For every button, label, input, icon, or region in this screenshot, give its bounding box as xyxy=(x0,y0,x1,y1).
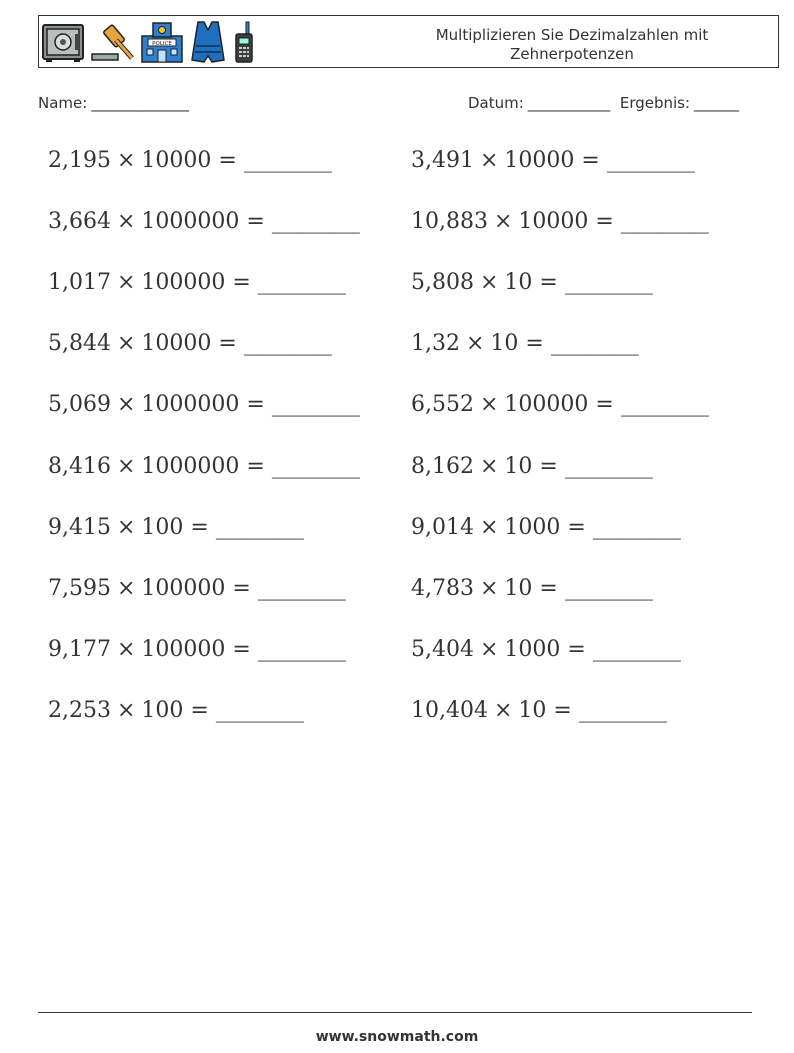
name-blank[interactable]: _____________ xyxy=(91,94,189,112)
answer-blank[interactable]: ________ xyxy=(257,576,346,601)
problem-item xyxy=(411,392,709,418)
problem-operand-b: 100000 = xyxy=(504,392,614,417)
times-symbol: × xyxy=(116,331,136,356)
times-symbol: × xyxy=(479,270,499,295)
worksheet-header xyxy=(38,15,779,68)
problem-item xyxy=(411,454,653,480)
problem-item xyxy=(411,270,653,296)
police-station-icon xyxy=(140,20,184,64)
answer-blank[interactable]: ________ xyxy=(243,331,332,356)
times-symbol: × xyxy=(116,515,136,540)
problem-operand-b: 100000 = xyxy=(141,576,251,601)
answer-blank[interactable]: ________ xyxy=(578,698,667,723)
problem-item xyxy=(411,576,653,602)
radio-icon xyxy=(232,20,256,64)
problem-operand-b: 1000000 = xyxy=(141,454,265,479)
times-symbol: × xyxy=(479,515,499,540)
problem-operand-b: 10000 = xyxy=(141,331,237,356)
problem-item xyxy=(48,331,332,357)
problem-operand-a: 8,162 xyxy=(411,454,474,479)
problem-operand-a: 9,415 xyxy=(48,515,111,540)
times-symbol: × xyxy=(116,392,136,417)
problem-operand-a: 10,404 xyxy=(411,698,488,723)
answer-blank[interactable]: ________ xyxy=(592,515,681,540)
problem-operand-b: 100000 = xyxy=(141,637,251,662)
answer-blank[interactable]: ________ xyxy=(257,637,346,662)
problem-operand-a: 2,195 xyxy=(48,148,111,173)
problem-operand-a: 10,883 xyxy=(411,209,488,234)
times-symbol: × xyxy=(116,148,136,173)
problem-item xyxy=(411,331,639,357)
date-score-fields xyxy=(468,94,739,112)
answer-blank[interactable]: ________ xyxy=(550,331,639,356)
times-symbol: × xyxy=(479,392,499,417)
times-symbol: × xyxy=(116,576,136,601)
problem-operand-a: 1,017 xyxy=(48,270,111,295)
problem-item xyxy=(411,148,695,174)
answer-blank[interactable]: ________ xyxy=(564,576,653,601)
times-symbol: × xyxy=(116,637,136,662)
problem-operand-a: 8,416 xyxy=(48,454,111,479)
answer-blank[interactable]: ________ xyxy=(564,270,653,295)
problem-item xyxy=(48,209,360,235)
times-symbol: × xyxy=(493,698,513,723)
problem-item xyxy=(48,148,332,174)
problem-operand-b: 100 = xyxy=(141,515,209,540)
times-symbol: × xyxy=(465,331,485,356)
date-blank[interactable]: ___________ xyxy=(527,94,611,112)
problem-operand-b: 10 = xyxy=(504,454,558,479)
times-symbol: × xyxy=(116,270,136,295)
answer-blank[interactable]: ________ xyxy=(564,454,653,479)
answer-blank[interactable]: ________ xyxy=(592,637,681,662)
problem-operand-a: 9,177 xyxy=(48,637,111,662)
vest-icon xyxy=(190,20,226,64)
problem-operand-b: 1000000 = xyxy=(141,392,265,417)
problem-operand-a: 5,808 xyxy=(411,270,474,295)
worksheet-title: Multiplizieren Sie Dezimalzahlen mit Zehnerpotenzen xyxy=(435,26,709,63)
problem-operand-a: 5,069 xyxy=(48,392,111,417)
times-symbol: × xyxy=(479,148,499,173)
problem-operand-a: 9,014 xyxy=(411,515,474,540)
problem-operand-a: 4,783 xyxy=(411,576,474,601)
times-symbol: × xyxy=(479,576,499,601)
problem-item xyxy=(48,270,346,296)
problem-operand-a: 5,404 xyxy=(411,637,474,662)
times-symbol: × xyxy=(116,698,136,723)
problem-item xyxy=(48,392,360,418)
answer-blank[interactable]: ________ xyxy=(271,392,360,417)
footer-url[interactable]: www.snowmath.com xyxy=(315,1029,479,1045)
footer-divider xyxy=(38,1012,752,1013)
problem-operand-b: 10 = xyxy=(490,331,544,356)
problem-operand-b: 100000 = xyxy=(141,270,251,295)
problem-operand-b: 10 = xyxy=(504,576,558,601)
problem-operand-b: 10000 = xyxy=(504,148,600,173)
header-icons xyxy=(42,19,256,65)
problem-operand-a: 6,552 xyxy=(411,392,474,417)
answer-blank[interactable]: ________ xyxy=(243,148,332,173)
answer-blank[interactable]: ________ xyxy=(620,209,709,234)
problem-operand-a: 2,253 xyxy=(48,698,111,723)
problem-item xyxy=(411,209,709,235)
problem-item xyxy=(411,515,681,541)
answer-blank[interactable]: ________ xyxy=(271,209,360,234)
answer-blank[interactable]: ________ xyxy=(606,148,695,173)
times-symbol: × xyxy=(479,637,499,662)
times-symbol: × xyxy=(116,209,136,234)
problem-operand-a: 1,32 xyxy=(411,331,460,356)
problem-operand-b: 100 = xyxy=(141,698,209,723)
score-blank[interactable]: ______ xyxy=(694,94,740,112)
answer-blank[interactable]: ________ xyxy=(257,270,346,295)
gavel-icon xyxy=(90,20,134,64)
problem-operand-b: 10000 = xyxy=(518,209,614,234)
date-label: Datum: xyxy=(468,94,524,112)
problem-item xyxy=(411,637,681,663)
score-label: Ergebnis: xyxy=(619,94,691,112)
problem-item xyxy=(48,637,346,663)
name-field[interactable] xyxy=(38,94,189,112)
times-symbol: × xyxy=(116,454,136,479)
problem-item xyxy=(48,515,304,541)
problem-item xyxy=(48,576,346,602)
times-symbol: × xyxy=(479,454,499,479)
name-label: Name: xyxy=(38,94,88,112)
times-symbol: × xyxy=(493,209,513,234)
problem-item xyxy=(411,698,667,724)
problem-operand-b: 1000 = xyxy=(504,515,586,540)
problem-operand-b: 1000000 = xyxy=(141,209,265,234)
problem-operand-b: 10000 = xyxy=(141,148,237,173)
problem-item xyxy=(48,454,360,480)
problem-operand-b: 10 = xyxy=(518,698,572,723)
answer-blank[interactable]: ________ xyxy=(271,454,360,479)
problem-operand-a: 5,844 xyxy=(48,331,111,356)
problem-item xyxy=(48,698,304,724)
answer-blank[interactable]: ________ xyxy=(215,515,304,540)
safe-icon xyxy=(42,20,84,64)
problem-operand-b: 10 = xyxy=(504,270,558,295)
problem-operand-a: 3,491 xyxy=(411,148,474,173)
police-sign-text: POLICE xyxy=(152,41,172,47)
problem-operand-b: 1000 = xyxy=(504,637,586,662)
problem-operand-a: 3,664 xyxy=(48,209,111,234)
answer-blank[interactable]: ________ xyxy=(620,392,709,417)
problem-operand-a: 7,595 xyxy=(48,576,111,601)
answer-blank[interactable]: ________ xyxy=(215,698,304,723)
